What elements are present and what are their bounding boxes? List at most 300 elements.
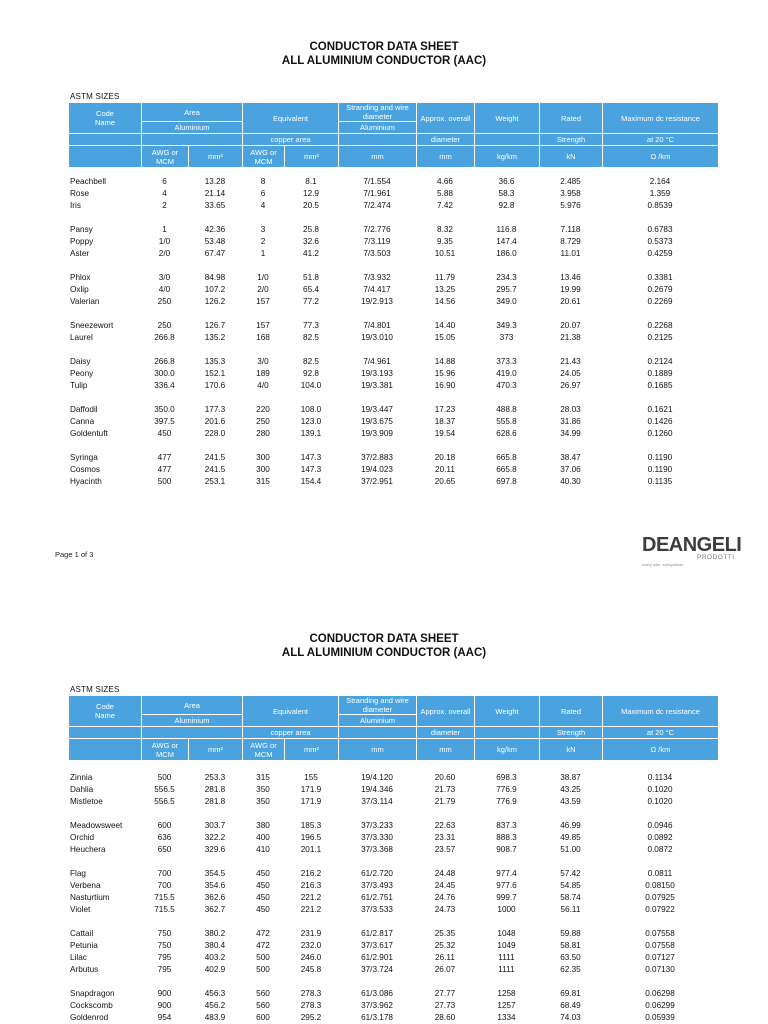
value-cell: 18.37: [434, 417, 456, 426]
value-cell: 61/2.901: [361, 953, 393, 962]
header-blank-5: [69, 739, 142, 761]
value-cell: 0.1621: [647, 405, 673, 414]
value-cell: 77.3: [303, 321, 319, 330]
value-cell: 373.3: [496, 357, 517, 366]
value-cell: 58.81: [560, 941, 581, 950]
value-cell: 295.2: [300, 1013, 322, 1022]
value-cell: 450: [256, 905, 270, 914]
value-cell: 0.0892: [647, 833, 673, 842]
header-rated: Rated: [540, 696, 603, 727]
value-cell: 241.5: [204, 465, 226, 474]
table-row: [68, 284, 718, 296]
value-cell: 37/2.883: [361, 453, 393, 462]
value-cell: 0.1135: [647, 477, 673, 486]
value-cell: 7/1.554: [363, 177, 391, 186]
value-cell: 419.0: [496, 369, 517, 378]
value-cell: 24.45: [434, 881, 456, 890]
header-unit-mm: mm: [339, 739, 417, 761]
value-cell: 189: [256, 369, 270, 378]
value-cell: 42.36: [204, 225, 226, 234]
header-unit-mm: mm: [339, 146, 417, 168]
value-cell: 0.2124: [647, 357, 673, 366]
value-cell: 20.61: [560, 297, 581, 306]
value-cell: 600: [157, 821, 172, 830]
value-cell: 380.4: [204, 941, 226, 950]
header-stranding: Stranding and wire diameter: [339, 696, 417, 715]
value-cell: 7/4.417: [363, 285, 391, 294]
table-row: [68, 904, 718, 916]
value-cell: 0.1190: [647, 465, 673, 474]
value-cell: 329.6: [204, 845, 226, 854]
table-row: [68, 844, 718, 856]
value-cell: 228.0: [204, 429, 226, 438]
value-cell: 19.54: [434, 429, 456, 438]
page1-data-table: [68, 176, 718, 488]
value-cell: 61/3.086: [361, 989, 393, 998]
header-rated: Rated: [540, 103, 603, 134]
value-cell: 0.07127: [645, 953, 675, 962]
value-cell: 186.0: [496, 249, 517, 258]
value-cell: 4: [162, 189, 167, 198]
value-cell: 380: [256, 821, 270, 830]
value-cell: 104.0: [300, 381, 322, 390]
value-cell: 19/4.120: [361, 773, 393, 782]
header-blank-2: [142, 727, 243, 739]
row-spacer: [68, 916, 718, 928]
value-cell: 92.8: [498, 201, 515, 210]
table-row: [68, 428, 718, 440]
value-cell: 0.8539: [647, 201, 673, 210]
value-cell: 13.46: [560, 273, 581, 282]
header-blank-4: [475, 134, 540, 146]
code-name-cell: Lilac: [70, 953, 87, 962]
value-cell: 37/3.368: [361, 845, 393, 854]
value-cell: 3/0: [257, 357, 269, 366]
header-unit-kgkm: kg/km: [475, 739, 540, 761]
value-cell: 350: [256, 785, 270, 794]
value-cell: 77.2: [303, 297, 319, 306]
value-cell: 295.7: [496, 285, 517, 294]
value-cell: 216.2: [300, 869, 322, 878]
value-cell: 750: [157, 941, 172, 950]
value-cell: 0.07925: [645, 893, 675, 902]
code-name-cell: Orchid: [70, 833, 95, 842]
code-name-cell: Hyacinth: [70, 477, 102, 486]
value-cell: 123.0: [300, 417, 322, 426]
value-cell: 157: [256, 321, 270, 330]
value-cell: 0.1134: [647, 773, 673, 782]
value-cell: 24.48: [434, 869, 456, 878]
header-copper-area: copper area: [243, 727, 339, 739]
value-cell: 58.3: [498, 189, 515, 198]
value-cell: 2: [260, 237, 266, 246]
value-cell: 0.1889: [647, 369, 673, 378]
value-cell: 28.03: [560, 405, 581, 414]
table-row: [68, 796, 718, 808]
value-cell: 315: [256, 477, 270, 486]
value-cell: 397.5: [154, 417, 175, 426]
value-cell: 0.1260: [647, 429, 673, 438]
value-cell: 246.0: [300, 953, 322, 962]
table-row: [68, 272, 718, 284]
header-aluminium: Aluminium: [142, 122, 243, 134]
header-maxres: Maximum dc resistance: [603, 696, 719, 727]
value-cell: 450: [256, 881, 270, 890]
header-unit-kn: kN: [540, 146, 603, 168]
code-name-cell: Arbutus: [70, 965, 99, 974]
table-row: [68, 476, 718, 488]
table-row: [68, 452, 718, 464]
header-unit-kgkm: kg/km: [475, 146, 540, 168]
value-cell: 108.0: [300, 405, 322, 414]
value-cell: 776.9: [496, 797, 517, 806]
value-cell: 900: [157, 989, 172, 998]
value-cell: 336.4: [154, 381, 175, 390]
value-cell: 37/2.951: [361, 477, 393, 486]
value-cell: 7/1.961: [363, 189, 391, 198]
header-at20: at 20 °C: [603, 134, 719, 146]
value-cell: 700: [157, 869, 172, 878]
value-cell: 403.2: [204, 953, 226, 962]
value-cell: 362.6: [204, 893, 226, 902]
value-cell: 0.07130: [645, 965, 675, 974]
value-cell: 63.50: [560, 953, 581, 962]
value-cell: 92.8: [303, 369, 319, 378]
table-row: [68, 320, 718, 332]
value-cell: 51.00: [560, 845, 581, 854]
code-name-cell: Pansy: [70, 225, 93, 234]
row-spacer: [68, 344, 718, 356]
code-name-cell: Zinnia: [70, 773, 93, 782]
value-cell: 477: [157, 453, 172, 462]
value-cell: 280: [256, 429, 270, 438]
table-row: [68, 368, 718, 380]
value-cell: 0.1685: [647, 381, 673, 390]
value-cell: 253.1: [204, 477, 226, 486]
value-cell: 15.05: [434, 333, 456, 342]
value-cell: 300: [256, 465, 270, 474]
value-cell: 171.9: [300, 785, 322, 794]
value-cell: 7/3.119: [363, 237, 391, 246]
value-cell: 560: [256, 989, 270, 998]
value-cell: 715.5: [154, 893, 175, 902]
table-row: [68, 416, 718, 428]
code-name-cell: Daisy: [70, 357, 91, 366]
value-cell: 58.74: [560, 893, 581, 902]
code-name-cell: Verbena: [70, 881, 101, 890]
code-name-cell: Cattail: [70, 929, 94, 938]
value-cell: 84.98: [204, 273, 226, 282]
value-cell: 20.11: [435, 465, 455, 474]
code-name-cell: Canna: [70, 417, 95, 426]
value-cell: 0.5373: [647, 237, 673, 246]
value-cell: 560: [256, 1001, 270, 1010]
value-cell: 37/3.724: [361, 965, 393, 974]
value-cell: 25.35: [434, 929, 456, 938]
value-cell: 1111: [498, 953, 515, 962]
value-cell: 402.9: [204, 965, 226, 974]
value-cell: 0.2269: [647, 297, 673, 306]
value-cell: 3.958: [560, 189, 581, 198]
value-cell: 5.88: [437, 189, 453, 198]
value-cell: 954: [157, 1013, 172, 1022]
value-cell: 54.85: [560, 881, 581, 890]
value-cell: 4.66: [437, 177, 453, 186]
value-cell: 0.6783: [647, 225, 673, 234]
table-row: [68, 296, 718, 308]
value-cell: 281.8: [204, 785, 226, 794]
row-spacer: [68, 976, 718, 988]
value-cell: 4/0: [257, 381, 269, 390]
value-cell: 20.07: [560, 321, 581, 330]
header-equivalent: Equivalent: [243, 103, 339, 134]
value-cell: 168: [256, 333, 270, 342]
value-cell: 250: [157, 321, 172, 330]
value-cell: 37/3.533: [361, 905, 393, 914]
value-cell: 0.0872: [647, 845, 673, 854]
header-mm2: mm²: [189, 739, 243, 761]
header-awg-mcm: AWG or MCM: [142, 146, 189, 168]
value-cell: 500: [157, 477, 172, 486]
value-cell: 37/3.962: [361, 1001, 393, 1010]
value-cell: 0.0811: [647, 869, 673, 878]
value-cell: 25.8: [303, 225, 319, 234]
value-cell: 7/3.503: [363, 249, 391, 258]
value-cell: 37/3.233: [361, 821, 393, 830]
value-cell: 116.8: [496, 225, 517, 234]
value-cell: 155: [304, 773, 318, 782]
header-unit-mm-diameter: mm: [417, 146, 475, 168]
value-cell: 28.60: [434, 1013, 456, 1022]
value-cell: 0.2125: [647, 333, 673, 342]
code-name-cell: Cockscomb: [70, 1001, 113, 1010]
table-row: [68, 772, 718, 784]
value-cell: 8.1: [305, 177, 317, 186]
value-cell: 59.88: [560, 929, 581, 938]
code-name-cell: Cosmos: [70, 465, 101, 474]
code-name-cell: Mistletoe: [70, 797, 103, 806]
value-cell: 349.0: [496, 297, 517, 306]
value-cell: 107.2: [204, 285, 226, 294]
page1-title-line1: CONDUCTOR DATA SHEET: [309, 41, 459, 53]
value-cell: 74.03: [560, 1013, 581, 1022]
table-row: [68, 940, 718, 952]
value-cell: 456.2: [204, 1001, 226, 1010]
header-maxres: Maximum dc resistance: [603, 103, 719, 134]
table-row: [68, 928, 718, 940]
value-cell: 21.43: [560, 357, 581, 366]
value-cell: 24.73: [434, 905, 456, 914]
header-blank: [69, 727, 142, 739]
value-cell: 126.2: [204, 297, 226, 306]
value-cell: 27.73: [434, 1001, 456, 1010]
value-cell: 19/3.675: [361, 417, 393, 426]
value-cell: 15.96: [434, 369, 456, 378]
header-mm2: mm²: [189, 146, 243, 168]
value-cell: 3/0: [158, 273, 171, 282]
table-row: [68, 832, 718, 844]
header-unit-mm-diameter: mm: [417, 739, 475, 761]
header-unit-ohm: Ω /km: [603, 739, 719, 761]
value-cell: 7/2.474: [363, 201, 391, 210]
code-name-cell: Violet: [70, 905, 91, 914]
table-row: [68, 236, 718, 248]
row-spacer: [68, 308, 718, 320]
value-cell: 82.5: [303, 357, 319, 366]
value-cell: 636: [157, 833, 172, 842]
value-cell: 1049: [497, 941, 516, 950]
table-row: [68, 820, 718, 832]
value-cell: 450: [256, 893, 270, 902]
value-cell: 315: [256, 773, 270, 782]
header-blank-3: [339, 727, 417, 739]
value-cell: 0.1020: [647, 785, 673, 794]
value-cell: 3: [260, 225, 266, 234]
code-name-cell: Goldenrod: [70, 1013, 109, 1022]
code-name-cell: Peony: [70, 369, 94, 378]
header-blank-3: [339, 134, 417, 146]
code-name-cell: Syringa: [70, 453, 98, 462]
value-cell: 300: [256, 453, 270, 462]
value-cell: 0.07558: [645, 929, 675, 938]
page2-title-line1: CONDUCTOR DATA SHEET: [309, 633, 459, 645]
value-cell: 628.6: [496, 429, 517, 438]
value-cell: 196.5: [300, 833, 322, 842]
value-cell: 23.57: [434, 845, 456, 854]
value-cell: 17.23: [434, 405, 456, 414]
value-cell: 410: [256, 845, 270, 854]
row-spacer: [68, 260, 718, 272]
value-cell: 135.3: [204, 357, 226, 366]
value-cell: 11.79: [435, 273, 455, 282]
value-cell: 2.164: [649, 177, 671, 186]
header-at20: at 20 °C: [603, 727, 719, 739]
header-strength: Strength: [540, 134, 603, 146]
value-cell: 37/3.493: [361, 881, 393, 890]
value-cell: 300.0: [154, 369, 175, 378]
header-blank-4: [475, 727, 540, 739]
header-weight: Weight: [475, 696, 540, 727]
row-spacer: [68, 392, 718, 404]
value-cell: 650: [157, 845, 172, 854]
value-cell: 46.99: [560, 821, 581, 830]
table-row: [68, 964, 718, 976]
value-cell: 185.3: [300, 821, 322, 830]
value-cell: 154.4: [300, 477, 322, 486]
value-cell: 1: [162, 225, 167, 234]
table-row: [68, 356, 718, 368]
header-area: Area: [142, 103, 243, 122]
value-cell: 1.359: [649, 189, 671, 198]
value-cell: 19/3.447: [361, 405, 393, 414]
header-unit-kn: kN: [540, 739, 603, 761]
value-cell: 56.11: [560, 905, 581, 914]
row-spacer: [68, 440, 718, 452]
value-cell: 698.3: [496, 773, 517, 782]
logo-tagline: every wire, everywhere: [642, 562, 684, 567]
header-mm2-copper: mm²: [285, 146, 339, 168]
value-cell: 53.48: [204, 237, 226, 246]
code-name-cell: Poppy: [70, 237, 94, 246]
table-row: [68, 188, 718, 200]
value-cell: 170.6: [204, 381, 226, 390]
value-cell: 556.5: [154, 785, 175, 794]
value-cell: 362.7: [204, 905, 226, 914]
value-cell: 65.4: [303, 285, 319, 294]
value-cell: 31.86: [560, 417, 581, 426]
value-cell: 400: [256, 833, 270, 842]
value-cell: 6: [162, 177, 167, 186]
value-cell: 171.9: [300, 797, 322, 806]
value-cell: 37/3.330: [361, 833, 393, 842]
header-blank: [69, 134, 142, 146]
page2-title-line2: ALL ALUMINIUM CONDUCTOR (AAC): [281, 647, 487, 659]
header-code: Code: [96, 702, 114, 711]
value-cell: 5.976: [560, 201, 581, 210]
code-name-cell: Iris: [70, 201, 81, 210]
value-cell: 177.3: [204, 405, 226, 414]
value-cell: 61/2.817: [361, 929, 393, 938]
value-cell: 62.35: [560, 965, 581, 974]
value-cell: 38.87: [560, 773, 581, 782]
header-stranding-aluminium: Aluminium: [339, 715, 417, 727]
value-cell: 2/0: [158, 249, 171, 258]
value-cell: 0.05939: [645, 1013, 675, 1022]
value-cell: 9.35: [437, 237, 453, 246]
value-cell: 0.2268: [647, 321, 673, 330]
value-cell: 1334: [497, 1013, 516, 1022]
value-cell: 665.8: [496, 465, 517, 474]
table-row: [68, 380, 718, 392]
table-row: [68, 1000, 718, 1012]
value-cell: 281.8: [204, 797, 226, 806]
value-cell: 135.2: [204, 333, 226, 342]
value-cell: 34.99: [560, 429, 581, 438]
header-mm2-copper: mm²: [285, 739, 339, 761]
code-name-cell: Petunia: [70, 941, 98, 950]
code-name-cell: Flag: [70, 869, 86, 878]
value-cell: 21.79: [434, 797, 456, 806]
value-cell: 266.8: [154, 333, 175, 342]
value-cell: 19/3.193: [361, 369, 393, 378]
value-cell: 32.6: [303, 237, 319, 246]
value-cell: 0.4259: [647, 249, 673, 258]
value-cell: 2/0: [257, 285, 269, 294]
value-cell: 0.2679: [647, 285, 673, 294]
value-cell: 61/2.751: [361, 893, 393, 902]
page1-title-line2: ALL ALUMINIUM CONDUCTOR (AAC): [281, 55, 487, 67]
header-blank-2: [142, 134, 243, 146]
page2-table-header: [68, 695, 719, 761]
value-cell: 555.8: [496, 417, 517, 426]
header-name: Name: [94, 711, 115, 720]
value-cell: 19/2.913: [361, 297, 393, 306]
header-strength: Strength: [540, 727, 603, 739]
value-cell: 147.3: [300, 453, 322, 462]
value-cell: 350: [256, 797, 270, 806]
header-area: Area: [142, 696, 243, 715]
value-cell: 456.3: [204, 989, 226, 998]
value-cell: 245.8: [300, 965, 322, 974]
value-cell: 25.32: [434, 941, 456, 950]
value-cell: 472: [256, 941, 270, 950]
value-cell: 10.51: [434, 249, 456, 258]
value-cell: 147.4: [496, 237, 517, 246]
value-cell: 21.14: [204, 189, 226, 198]
value-cell: 776.9: [496, 785, 517, 794]
page2-sizes-label: ASTM SIZES: [70, 685, 120, 694]
value-cell: 241.5: [204, 453, 226, 462]
